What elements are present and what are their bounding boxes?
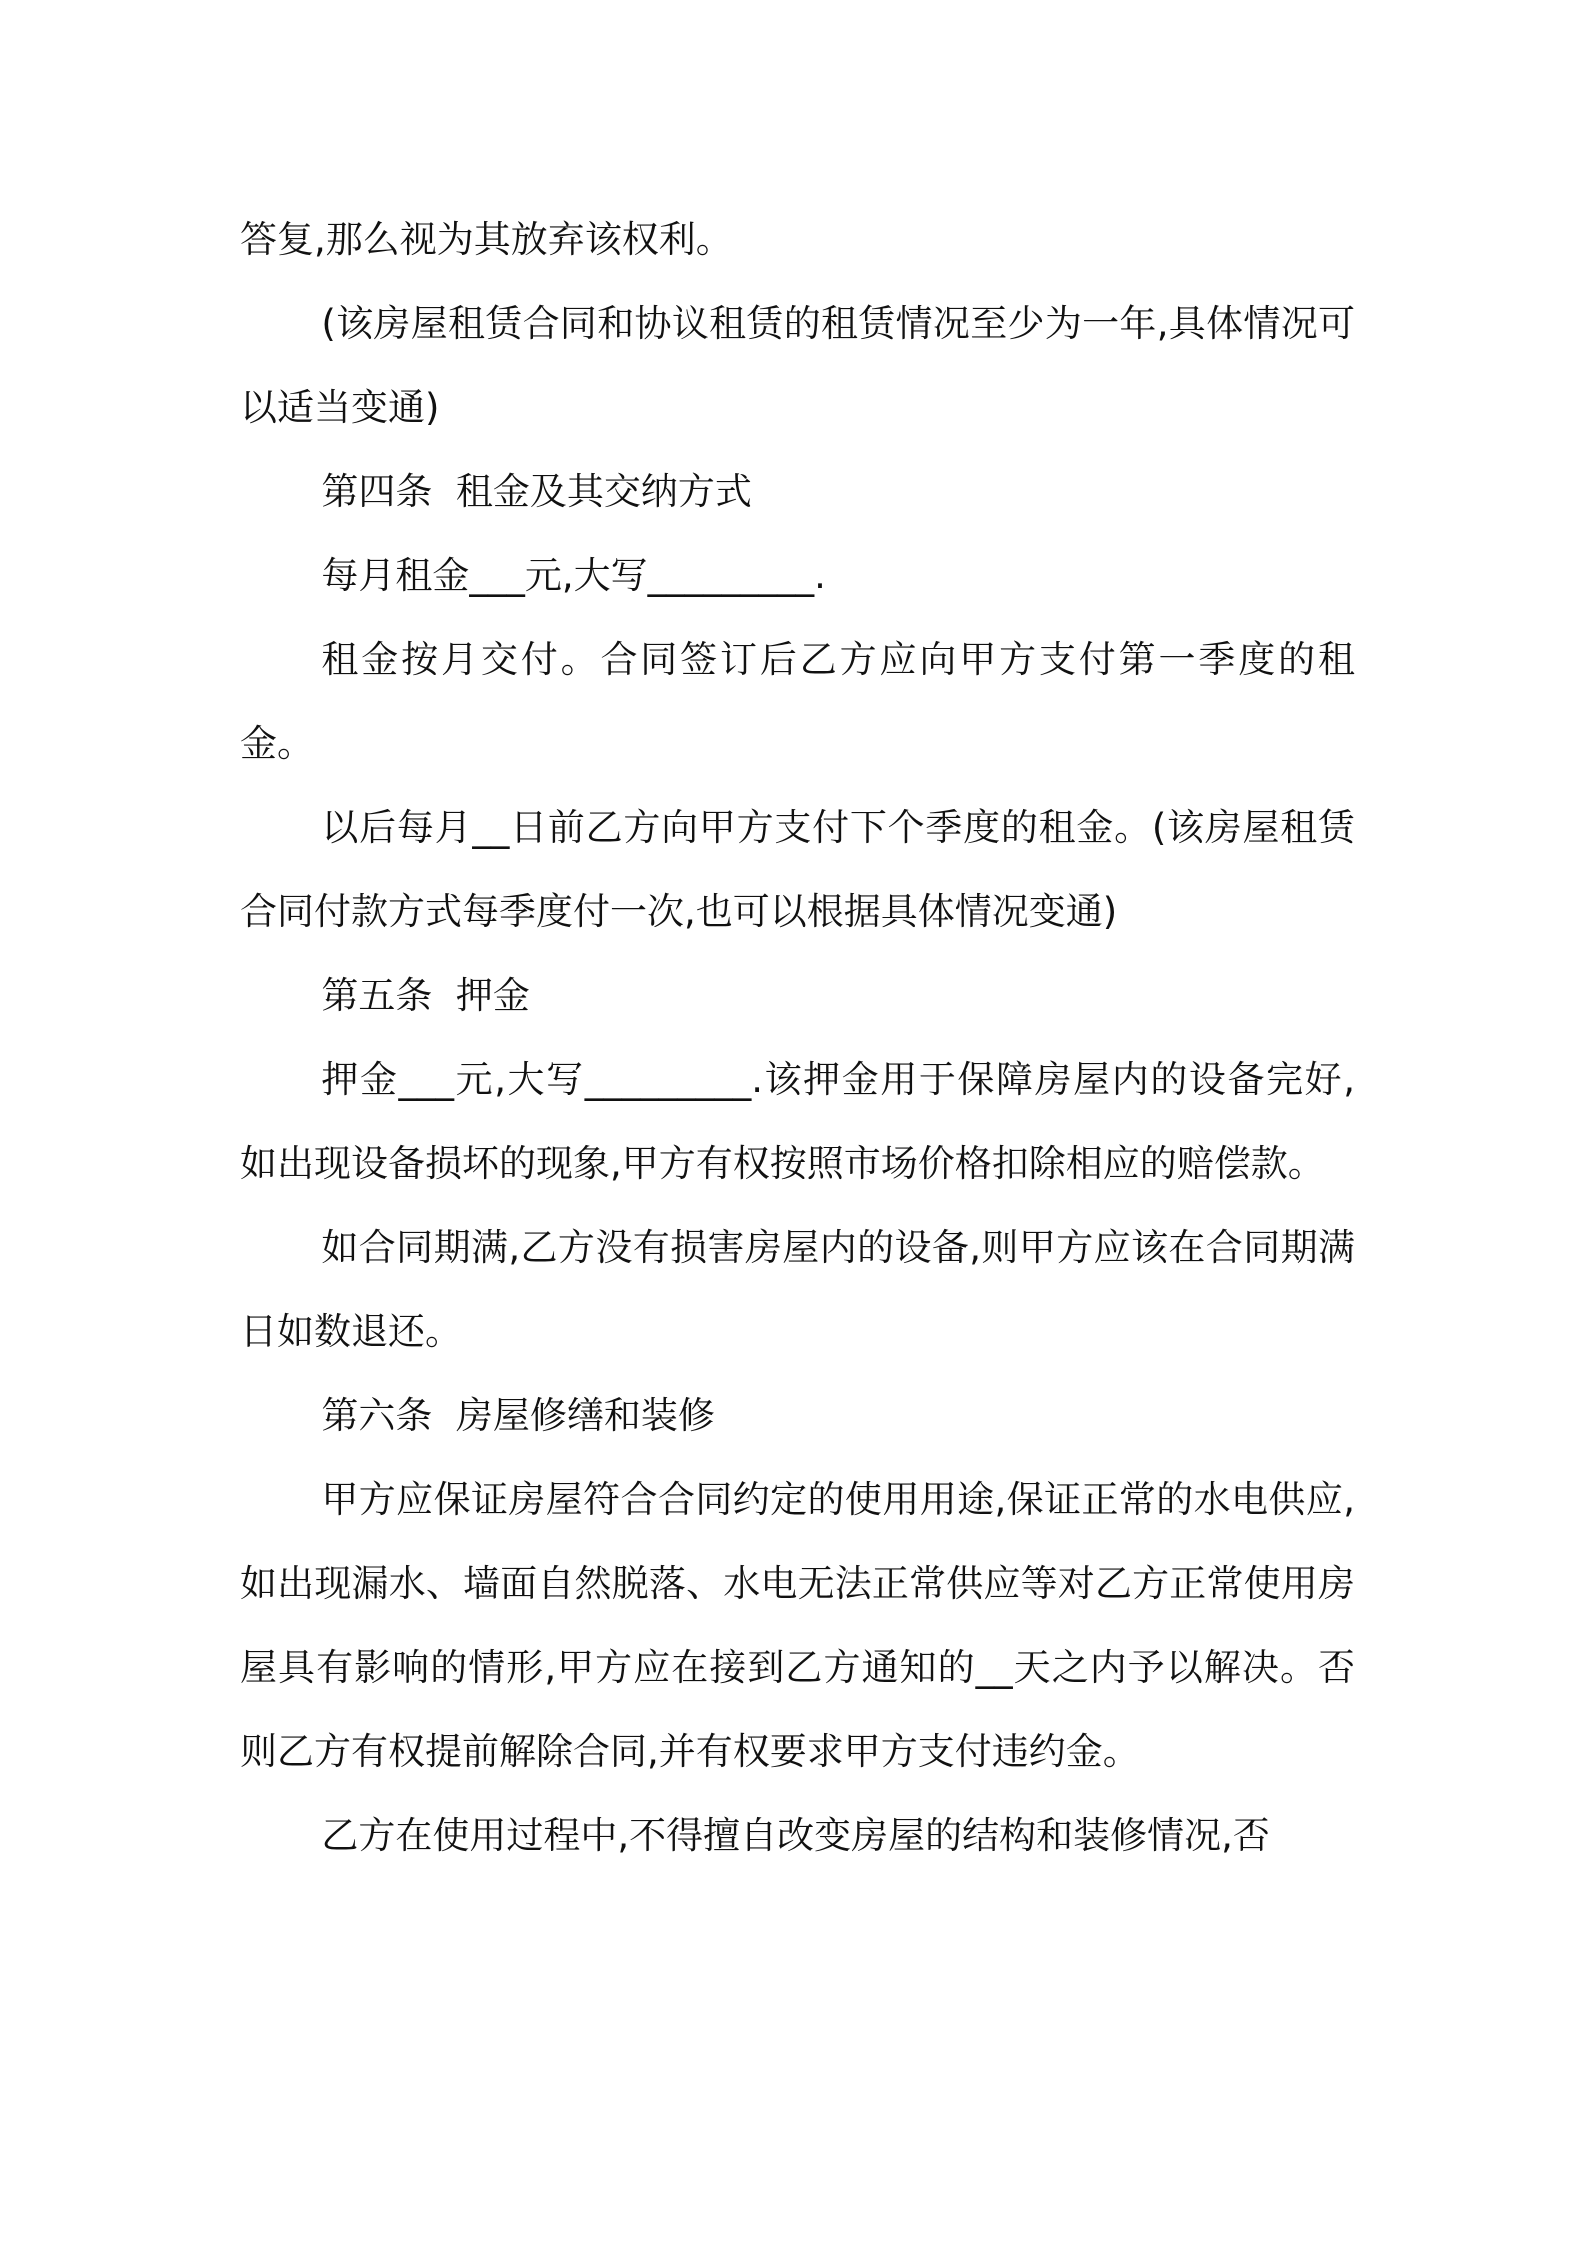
paragraph-quarterly-payment: 以后每月__日前乙方向甲方支付下个季度的租金。(该房屋租赁合同付款方式每季度付一次,也可以根据具体情况变通) <box>240 806 1355 933</box>
paragraph-tenant-alterations: 乙方在使用过程中,不得擅自改变房屋的结构和装修情况,否 <box>321 1814 1270 1857</box>
paragraph-continuation: 答复,那么视为其放弃该权利。 <box>240 218 733 261</box>
article-4-heading: 第四条 租金及其交纳方式 <box>321 470 752 513</box>
paragraph-landlord-repairs: 甲方应保证房屋符合合同约定的使用用途,保证正常的水电供应,如出现漏水、墙面自然脱落、水电无法正常供应等对乙方正常使用房屋具有影响的情形,甲方应在接到乙方通知的__天之内予以解决。否则乙方有权提前解除合同,并有权要求甲方支付违约金。 <box>240 1478 1355 1773</box>
article-6-heading: 第六条 房屋修缮和装修 <box>321 1394 715 1437</box>
paragraph-deposit-refund: 如合同期满,乙方没有损害房屋内的设备,则甲方应该在合同期满日如数退还。 <box>240 1226 1355 1353</box>
document-body <box>240 198 1355 1878</box>
paragraph-rent-payment: 租金按月交付。合同签订后乙方应向甲方支付第一季度的租金。 <box>240 638 1355 765</box>
paragraph-monthly-rent: 每月租金___元,大写_________. <box>321 554 826 597</box>
paragraph-lease-term-note: (该房屋租赁合同和协议租赁的租赁情况至少为一年,具体情况可以适当变通) <box>240 302 1355 429</box>
article-5-heading: 第五条 押金 <box>321 974 530 1017</box>
paragraph-deposit: 押金___元,大写_________.该押金用于保障房屋内的设备完好,如出现设备损坏的现象,甲方有权按照市场价格扣除相应的赔偿款。 <box>240 1058 1355 1185</box>
